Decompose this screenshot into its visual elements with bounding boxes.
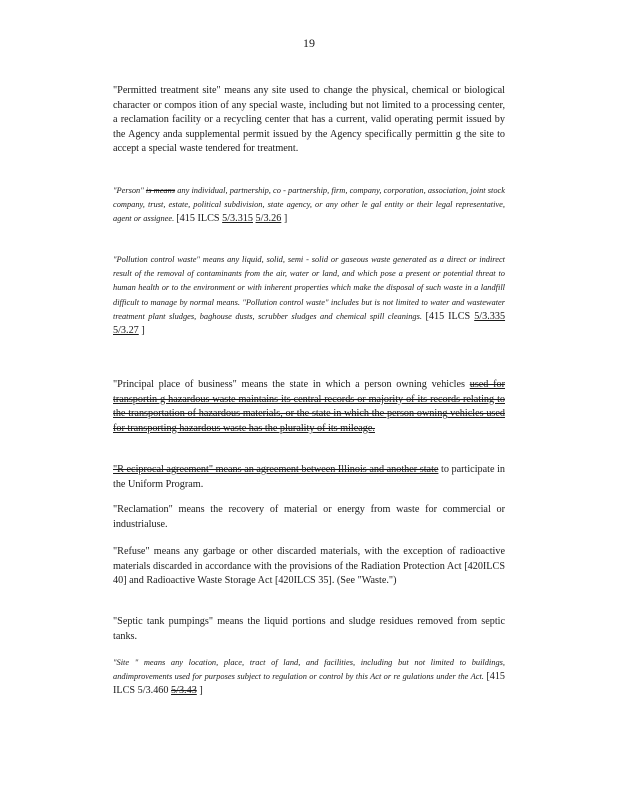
definition-text: "Permitted treatment site" means any site used to change the physical, chemical or biological character or compos ition of any special waste, including but not limited to a processing center, a reclamation facility or a recycling center that has a current, valid operating permit issued by the Agency anda supplemental permit issued by the Agency specifically permittin g the site to accept a special waste tendered for treatment. [113, 85, 505, 155]
citation-old: 5/3.335 [474, 310, 506, 322]
definition-reclamation [113, 503, 505, 532]
definition-person [113, 184, 505, 227]
definition-pollution-control-waste [113, 253, 505, 338]
definition-text: to participate in the Uniform Program. [113, 464, 506, 490]
citation-new: 5/3.460 [137, 685, 169, 697]
citation-old: 5/3.315 [222, 213, 253, 225]
citation: [415 ILCS 5/3.315 5/3.26 ] [176, 213, 288, 225]
definition-text: "Refuse" means any garbage or other discarded materials, with the exception of radioactive materials discarded in accordance with the provisions of the Radiation Protection Act [420ILCS 40] and Radioactive Waste Storage Act [420ILCS 35]. (See "Waste.") [113, 546, 505, 587]
definition-refuse [113, 545, 505, 589]
definition-text: "Pollution control waste" means any liquid, solid, semi - solid or gaseous waste generated as a direct or indirect result of the removal of contaminants from the air, water or land, and which pose a present or potential threat to human health or to the environment or with inherent properties which make the disposal of such waste in a landfill difficult to manage by normal means. "Pollution control waste" includes but is not limited to water and wastewater treatment plant sludges, baghouse dusts, scrubber sludges and chemical spill cleanings. [113, 255, 505, 321]
definition-reciprocal-agreement [113, 463, 505, 492]
struck-text: is means [145, 186, 176, 195]
definition-text: any individual, partnership, co - partnership, firm, company, corporation, association, joint stock company, trust, estate, political subdivision, state agency, or any other le gal entity or their legal representative, agent or assignee. [113, 186, 505, 224]
definition-principal-place-of-business [113, 378, 505, 436]
struck-text: "R eciprocal agreement" means an agreement between Illinois and another state [113, 464, 439, 475]
definition-septic-tank-pumpings [113, 615, 505, 644]
definition-site [113, 656, 505, 699]
definition-text: "Site " means any location, place, tract of land, and facilities, including but not limited to buildings, andimprovements used for purposes subject to regulation or control by this Act or re gulations under the Act. [113, 658, 505, 682]
citation-new: 5/3.27 [113, 325, 139, 337]
citation-old: 5/3.43 [171, 685, 197, 697]
definition-permitted-treatment-site [113, 84, 505, 157]
definition-text: "Septic tank pumpings" means the liquid portions and sludge residues removed from septic tanks. [113, 616, 505, 642]
definition-term: "Person" [113, 186, 144, 195]
citation-new: 5/3.26 [255, 213, 282, 225]
page-number: 19 [303, 36, 315, 50]
citation: [415 ILCS 5/3.460 5/3.43 ] [113, 671, 506, 697]
struck-text: used for transportin g hazardous waste maintains its central records or majority of its records relating to the transportation of hazardous materials, or the state in which the person owning vehicles used for transporting hazardous waste has the plurality of its mileage. [113, 379, 506, 434]
citation: [415 ILCS 5/3.335 5/3.27 ] [113, 310, 506, 337]
definition-text: "Reclamation" means the recovery of material or energy from waste for commercial or industrialuse. [113, 504, 505, 530]
definition-text: "Principal place of business" means the state in which a person owning vehicles [113, 379, 465, 390]
